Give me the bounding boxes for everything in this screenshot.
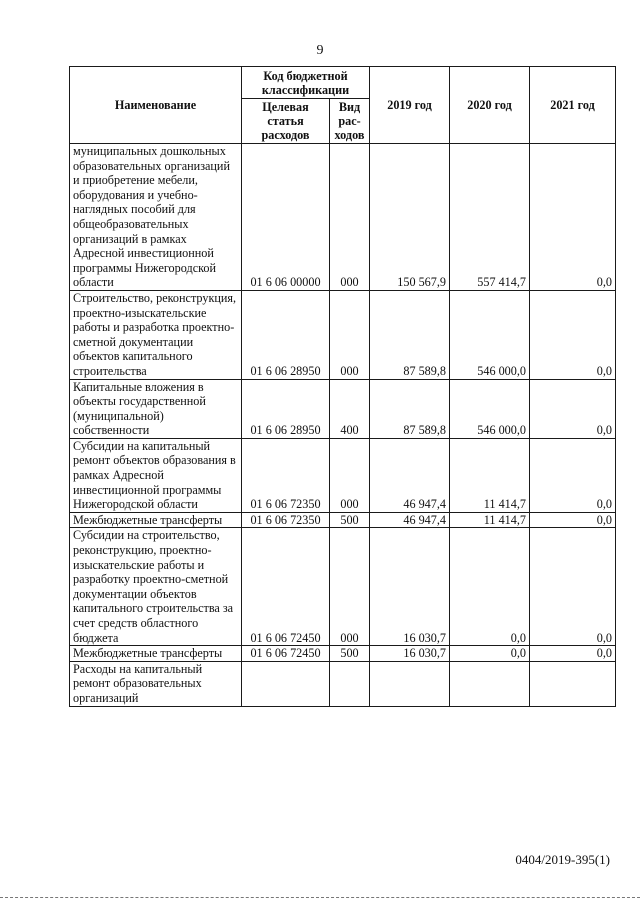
row-2020-value: 0,0	[450, 528, 530, 646]
row-target-article: 01 6 06 72450	[242, 528, 330, 646]
row-expense-type: 400	[330, 379, 370, 438]
scan-edge-line	[0, 897, 640, 898]
row-target-article	[242, 661, 330, 706]
page-number: 9	[316, 43, 324, 58]
row-2021-value: 0,0	[530, 512, 616, 528]
table-row	[70, 290, 616, 379]
row-name: Расходы на капитальный ремонт образовательных организаций	[70, 661, 242, 706]
row-2020-value: 11 414,7	[450, 512, 530, 528]
row-target-article: 01 6 06 72450	[242, 646, 330, 662]
row-target-article: 01 6 06 28950	[242, 290, 330, 379]
row-name: Субсидии на строительство, реконструкцию, проектно-изыскательские работы и разработку проектно-сметной документации объектов капитального строительства за счет средств областного бюджета	[70, 528, 242, 646]
row-name: Субсидии на капитальный ремонт объектов образования в рамках Адресной инвестиционной программы Нижегородской области	[70, 438, 242, 512]
table-row	[70, 646, 616, 662]
row-2021-value: 0,0	[530, 646, 616, 662]
header-2021: 2021 год	[530, 67, 616, 144]
document-code: 0404/2019-395(1)	[515, 852, 610, 867]
row-expense-type: 000	[330, 438, 370, 512]
header-2019: 2019 год	[370, 67, 450, 144]
row-2019-value: 46 947,4	[370, 438, 450, 512]
row-expense-type: 500	[330, 646, 370, 662]
row-expense-type: 500	[330, 512, 370, 528]
row-target-article: 01 6 06 28950	[242, 379, 330, 438]
row-2021-value: 0,0	[530, 438, 616, 512]
row-2019-value: 46 947,4	[370, 512, 450, 528]
header-code-group: Код бюджетной классификации	[242, 67, 370, 99]
header-expense-type: Вид рас-ходов	[330, 99, 370, 144]
row-2020-value: 557 414,7	[450, 144, 530, 291]
row-2021-value: 0,0	[530, 144, 616, 291]
row-target-article: 01 6 06 00000	[242, 144, 330, 291]
row-2021-value: 0,0	[530, 290, 616, 379]
row-name: Строительство, реконструкция, проектно-изыскательские работы и разработка проектно-сметной документации объектов капитального строительства	[70, 290, 242, 379]
row-target-article: 01 6 06 72350	[242, 512, 330, 528]
row-2019-value: 150 567,9	[370, 144, 450, 291]
row-2020-value: 11 414,7	[450, 438, 530, 512]
row-2020-value	[450, 661, 530, 706]
row-2019-value: 16 030,7	[370, 528, 450, 646]
row-expense-type: 000	[330, 290, 370, 379]
row-2021-value: 0,0	[530, 528, 616, 646]
table-body	[70, 144, 616, 707]
header-target-article: Целевая статья расходов	[242, 99, 330, 144]
table-row	[70, 438, 616, 512]
header-2020: 2020 год	[450, 67, 530, 144]
table-row	[70, 144, 616, 291]
row-name: Межбюджетные трансферты	[70, 512, 242, 528]
budget-table	[69, 66, 616, 707]
row-expense-type	[330, 661, 370, 706]
table-row	[70, 528, 616, 646]
row-expense-type: 000	[330, 528, 370, 646]
table-row	[70, 661, 616, 706]
row-name: Межбюджетные трансферты	[70, 646, 242, 662]
header-name: Наименование	[70, 67, 242, 144]
row-target-article: 01 6 06 72350	[242, 438, 330, 512]
row-2019-value	[370, 661, 450, 706]
row-2021-value	[530, 661, 616, 706]
table-row	[70, 512, 616, 528]
row-2019-value: 16 030,7	[370, 646, 450, 662]
row-2020-value: 546 000,0	[450, 379, 530, 438]
row-2019-value: 87 589,8	[370, 379, 450, 438]
row-name: Капитальные вложения в объекты государственной (муниципальной) собственности	[70, 379, 242, 438]
row-2019-value: 87 589,8	[370, 290, 450, 379]
table-row	[70, 379, 616, 438]
row-2020-value: 0,0	[450, 646, 530, 662]
row-name: муниципальных дошкольных образовательных организаций и приобретение мебели, оборудования и учебно-наглядных пособий для общеобразовательных организаций в рамках Адресной инвестиционной программы Нижегородской области	[70, 144, 242, 291]
row-2020-value: 546 000,0	[450, 290, 530, 379]
row-expense-type: 000	[330, 144, 370, 291]
row-2021-value: 0,0	[530, 379, 616, 438]
